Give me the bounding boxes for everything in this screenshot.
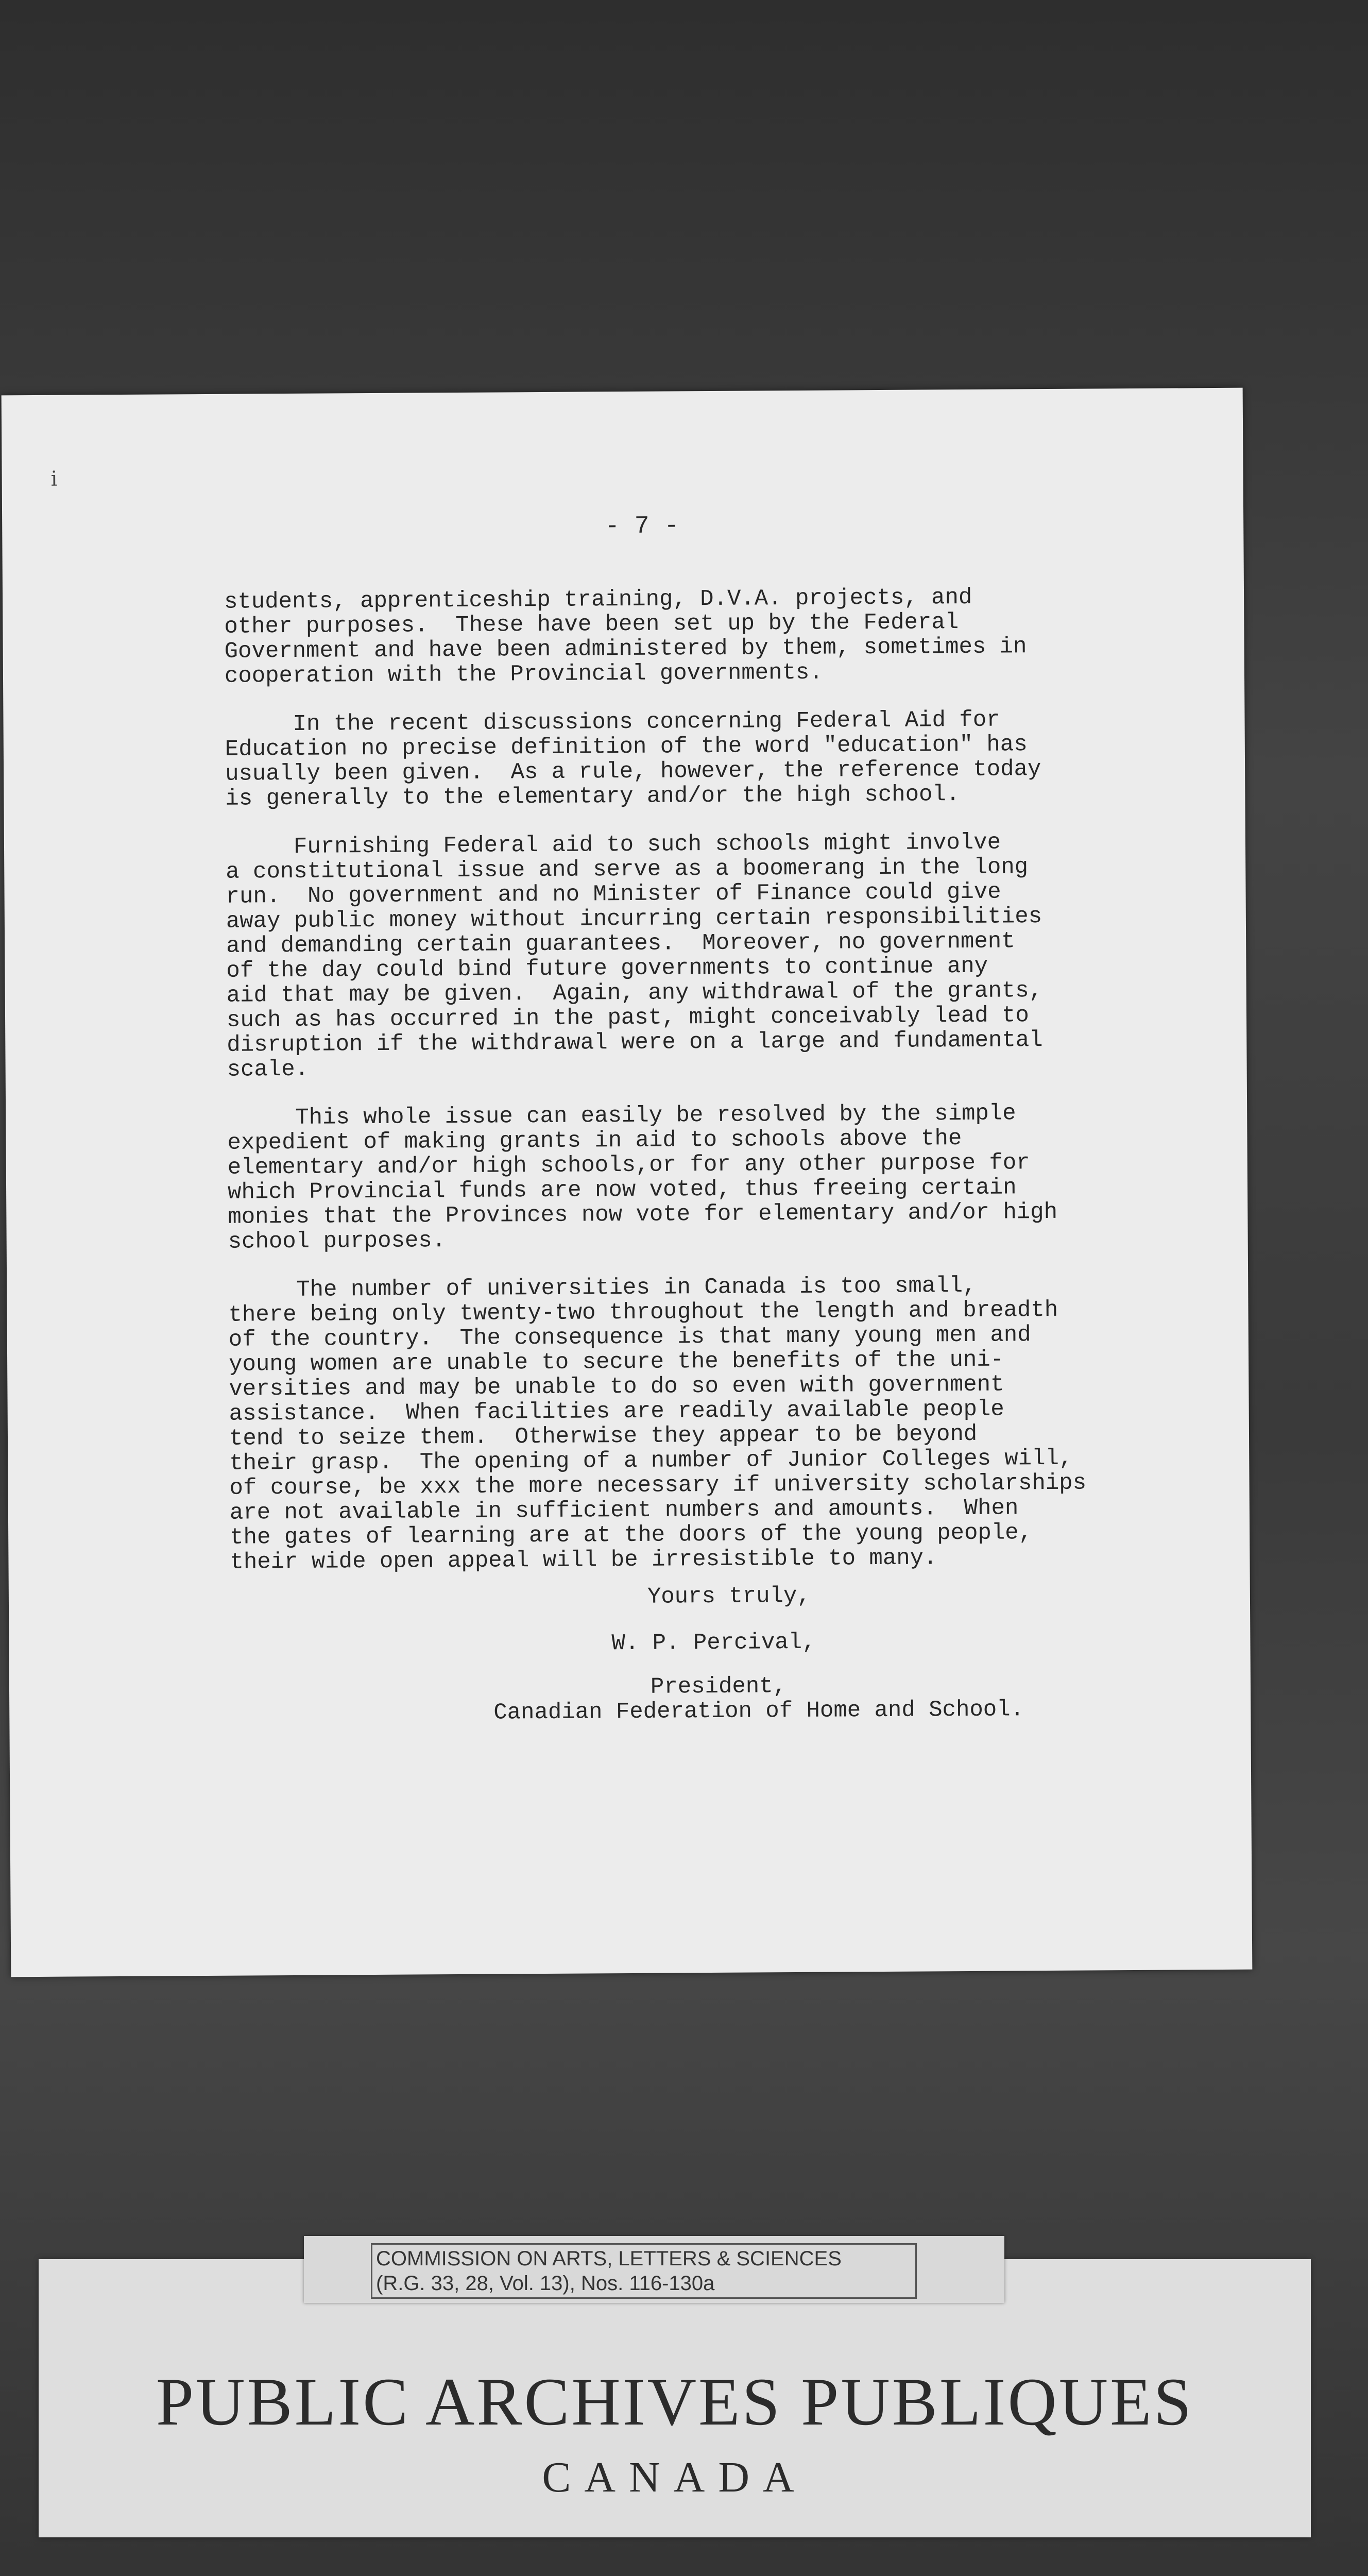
stamp-subtitle: CANADA <box>542 2453 808 2501</box>
signatory-name: W. P. Percival, <box>611 1629 816 1657</box>
paragraph: In the recent discussions concerning Federal Aid for Education no precise definition of the word "education" has usually been given. As a rule, however, the reference today is generally to the elementary and/or the high school. <box>225 707 1041 812</box>
closing: Yours truly, <box>647 1583 811 1610</box>
collection-reference: (R.G. 33, 28, Vol. 13), Nos. 116-130a <box>376 2272 715 2295</box>
paragraph: students, apprenticeship training, D.V.A. projects, and other purposes. These have been set up by the Federal Government and have been administered by them, sometimes in cooperation with the Provincial governments. <box>224 584 1027 689</box>
signatory-title: President, <box>650 1673 787 1700</box>
stamp-title: PUBLIC ARCHIVES PUBLIQUES <box>156 2364 1194 2439</box>
document-page <box>2 388 1253 1977</box>
paragraph: The number of universities in Canada is too small, there being only twenty-two throughout the length and breadth of the country. The consequence is that many young men and young women are unable to secure the benefits of the uni- versities and may be unable to do so even with government assistance. When facilities are readily available people tend to seize them. Otherwise they appear to be beyond their grasp. The opening of a number of Junior Colleges will, of course, be xxx the more necessary if university scholarships are not available in sufficient numbers and amounts. When the gates of learning are at the doors of the young people, their wide open appeal will be irresistible to many. <box>228 1273 1087 1575</box>
corner-mark: i <box>50 467 58 491</box>
paragraph: This whole issue can easily be resolved by the simple expedient of making grants in aid to schools above the elementary and/or high schools,or for any other purpose for which Provincial funds are now voted, thus freeing certain monies that the Provinces now vote for elementary and/or high school purposes. <box>227 1100 1058 1255</box>
archive-reference-label <box>304 2236 1004 2303</box>
page-number: - 7 - <box>605 512 679 541</box>
signatory-organization: Canadian Federation of Home and School. <box>493 1697 1024 1726</box>
letter-body <box>224 584 1168 1599</box>
paragraph: Furnishing Federal aid to such schools might involve a constitutional issue and serve as a boomerang in the long run. No government and no Minister of Finance could give away public money without incurring certain responsibilities and demanding certain guarantees. Moreover, no government of the day could bind future governments to continue any aid that may be given. Again, any withdrawal of the grants, such as has occurred in the past, might conceivably lead to disruption if the withdrawal were on a large and fundamental scale. <box>225 829 1043 1083</box>
collection-name: COMMISSION ON ARTS, LETTERS & SCIENCES <box>376 2247 842 2270</box>
